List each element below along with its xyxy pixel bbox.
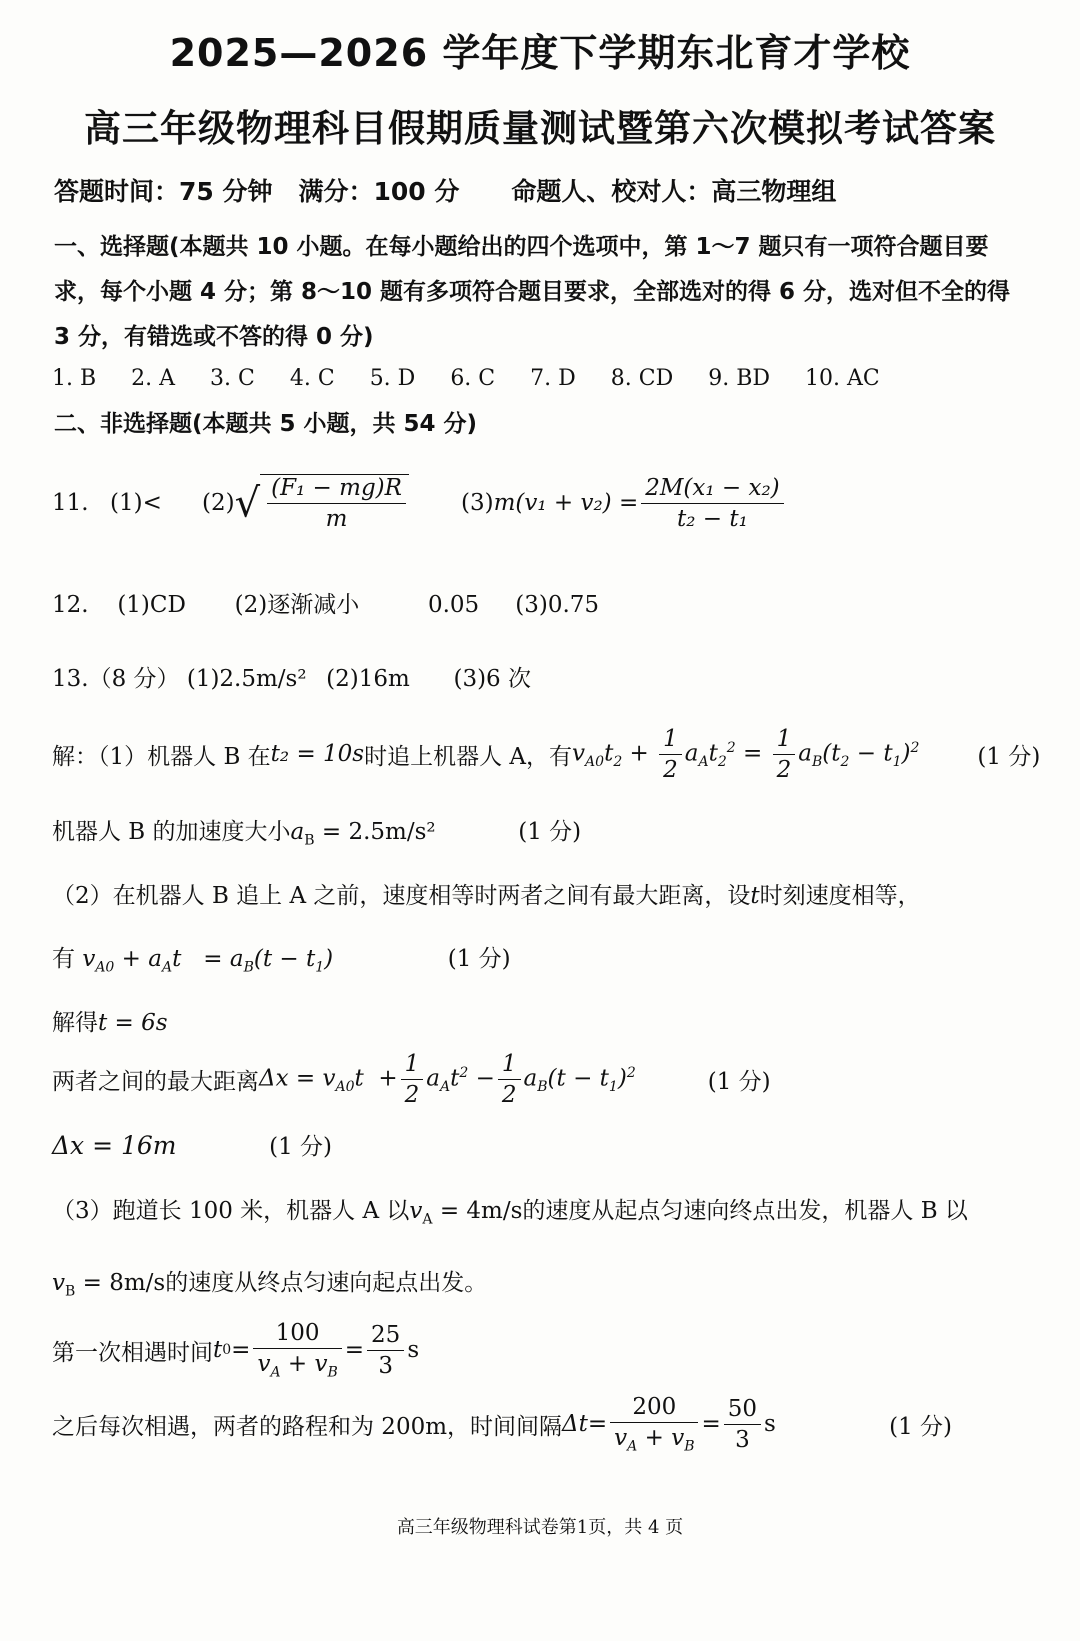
sol7-eq: Δx = 16m xyxy=(52,1131,177,1160)
answer-1: 1. B xyxy=(52,366,97,391)
sol10-unit: s xyxy=(407,1337,420,1363)
q11-part3-lhs: m(v₁ + v₂) = xyxy=(493,490,639,516)
answer-10: 10. AC xyxy=(805,366,880,391)
solution-line7 xyxy=(52,1128,332,1161)
answer-3: 3. C xyxy=(210,366,255,391)
sol1-eq-v: v xyxy=(572,740,586,766)
q11-p2-numerator: (F₁ − mg)R xyxy=(267,475,406,504)
answer-2: 2. A xyxy=(131,366,176,391)
solution-line8: （3）跑道长 100 米，机器人 A 以$v_A = 4m/s$的速度从起点匀速向终点出发，机器人 B 以 xyxy=(52,1198,968,1228)
sol10-fraction2 xyxy=(367,1322,404,1379)
sol9-eq: = 8m/s xyxy=(82,1270,166,1296)
sol1-text: 解：（1）机器人 B 在 xyxy=(52,743,271,770)
sol10-text: 第一次相遇时间 xyxy=(52,1339,213,1366)
solution-line4 xyxy=(52,940,511,976)
sol8-text-a: （3）跑道长 100 米，机器人 A 以 xyxy=(52,1198,410,1224)
answer-4: 4. C xyxy=(289,366,335,391)
q11-p3-denominator: t₂ − t₁ xyxy=(677,505,748,532)
sol10-frac2-den: 3 xyxy=(378,1352,393,1379)
q12-row xyxy=(52,586,599,619)
sol10-frac1-num: 100 xyxy=(253,1320,341,1349)
answer-9: 9. BD xyxy=(708,366,771,391)
solution-line2: 机器人 B 的加速度大小$a_B = 2.5m/s^2$ (1 分) xyxy=(52,819,582,849)
sol11-score: (1 分) xyxy=(889,1413,952,1440)
q11-p3-fraction xyxy=(641,475,783,532)
sol1-equation: $v_{A0}t_2$ + $\frac{1}{2}$ $a_At_2^2$ = $\frac{1}{2}$ $a_B(t_2 - t_1)^2$ xyxy=(572,725,920,783)
sol11-frac1-num: 200 xyxy=(610,1394,698,1423)
solution-line9: $v_B = 8m/s$的速度从终点匀速向起点出发。 xyxy=(52,1270,488,1300)
section2-heading: 二、非选择题(本题共 5 小题，共 54 分) xyxy=(54,411,478,437)
q13-part2: (2)16m xyxy=(326,666,410,692)
sol3-t: t xyxy=(750,883,760,909)
sol3-text2: 时刻速度相等， xyxy=(759,883,921,909)
sol11-frac2-den: 3 xyxy=(735,1426,750,1453)
solution-line10: 第一次相遇时间 t 0 = $\frac{100}{v_A + v_B}$ = $\frac{25}{3}$ s xyxy=(52,1319,420,1381)
q11-part2-label: (2) xyxy=(202,490,235,516)
sol8-eq: = 4m/s xyxy=(439,1198,523,1224)
sol8-text-b: 的速度从起点匀速向终点出发，机器人 B 以 xyxy=(522,1198,968,1224)
solution-line1 xyxy=(52,724,1040,784)
page-title-line2: 高三年级物理科目假期质量测试暨第六次模拟考试答案 xyxy=(84,107,996,150)
q11-sqrt xyxy=(235,474,409,532)
q11-number: 11. xyxy=(52,490,89,516)
answer-7: 7. D xyxy=(530,366,576,391)
sol10-fraction1: $\frac{100}{v_A + v_B}$ xyxy=(253,1320,341,1381)
q12-part1: (1)CD xyxy=(117,592,186,618)
sol4-text: 有 xyxy=(52,946,75,972)
sol2-value: = 2.5m/s² xyxy=(314,819,436,845)
q12-part3: (3)0.75 xyxy=(515,592,600,618)
q11-part1: (1)< xyxy=(110,490,162,516)
page-footer: 高三年级物理科试卷第1页，共 4 页 xyxy=(396,1517,684,1538)
sol11-text: 之后每次相遇，两者的路程和为 200m，时间间隔 xyxy=(52,1413,563,1440)
sol2-a: a xyxy=(290,819,305,845)
exam-author: 命题人、校对人：高三物理组 xyxy=(511,177,837,206)
exam-meta xyxy=(54,172,836,208)
q12-part2: (2)逐渐减小 xyxy=(234,592,360,618)
sol4-score: (1 分) xyxy=(447,946,511,972)
q12-number: 12. xyxy=(52,592,89,618)
sol1-score: (1 分) xyxy=(977,743,1041,770)
answer-5: 5. D xyxy=(369,366,416,391)
mc-answers xyxy=(52,366,880,391)
sol6-equation: $\Delta x = v_{A0}t$ + $\frac{1}{2}$ $a_At^2$ − $\frac{1}{2}$ $a_B(t - t_1)^2$ xyxy=(259,1050,636,1108)
sol1-text2: 时追上机器人 A，有 xyxy=(364,743,573,770)
sol11-frac2-num: 50 xyxy=(724,1396,761,1425)
sol2-text: 机器人 B 的加速度大小 xyxy=(52,819,291,845)
sol2-score: (1 分) xyxy=(518,819,582,845)
sol6-score: (1 分) xyxy=(707,1068,771,1095)
sol7-score: (1 分) xyxy=(269,1134,333,1160)
sol4-equation: $v_{A0} + a_At = a_B(t - t_1)$ xyxy=(82,946,334,976)
q13-part3: (3)6 次 xyxy=(453,666,531,692)
page-title-line1: 2025—2026 学年度下学期东北育才学校 xyxy=(169,31,911,75)
q12-part2b: 0.05 xyxy=(427,592,480,618)
q11-p2-denominator: m xyxy=(325,506,348,532)
q11-p3-numerator: 2M(x₁ − x₂) xyxy=(641,475,783,504)
sol5-text: 解得 xyxy=(52,1010,98,1036)
sol3-text: （2）在机器人 B 追上 A 之前，速度相等时两者之间有最大距离，设 xyxy=(52,883,751,909)
section1-heading: 一、选择题(本题共 10 小题。在每小题给出的四个选项中，第 1～7 题只有一项符合题目要求，每个小题 4 分；第 8～10 题有多项符合题目要求，全部选对的得 6 分，选对但不全的得 3 分，有错选或不答的得 0 分) xyxy=(54,234,1011,350)
exam-score: 满分：100 分 xyxy=(298,177,460,206)
sol10-frac2-num: 25 xyxy=(367,1322,404,1351)
sqrt-icon: √ xyxy=(234,480,261,527)
solution-line6 xyxy=(52,1048,771,1110)
sol9-text: 的速度从终点匀速向起点出发。 xyxy=(165,1270,488,1296)
q13-part1: (1)2.5m/s² xyxy=(186,666,307,692)
sol11-unit: s xyxy=(764,1411,776,1437)
answer-8: 8. CD xyxy=(610,366,674,391)
sol6-text: 两者之间的最大距离 xyxy=(52,1068,259,1095)
sol11-fraction1: $\frac{200}{v_A + v_B}$ xyxy=(610,1394,698,1455)
sol1-cond: t₂ = 10s xyxy=(270,741,365,767)
sol5-eq: t = 6s xyxy=(98,1010,168,1036)
q13-row xyxy=(52,660,531,693)
sol11-fraction2 xyxy=(724,1396,761,1453)
solution-line5 xyxy=(52,1004,168,1037)
q11-part3-label: (3) xyxy=(460,490,494,516)
exam-time: 答题时间：75 分钟 xyxy=(54,177,273,206)
q11-row xyxy=(52,468,787,538)
solution-line11: 之后每次相遇，两者的路程和为 200m，时间间隔 Δt = $\frac{200}{v_A + v_B}$ = $\frac{50}{3}$ s (1 分) xyxy=(52,1393,952,1455)
solution-line3 xyxy=(52,877,921,910)
q13-number: 13.（8 分） xyxy=(52,666,180,692)
answer-6: 6. C xyxy=(450,366,496,391)
